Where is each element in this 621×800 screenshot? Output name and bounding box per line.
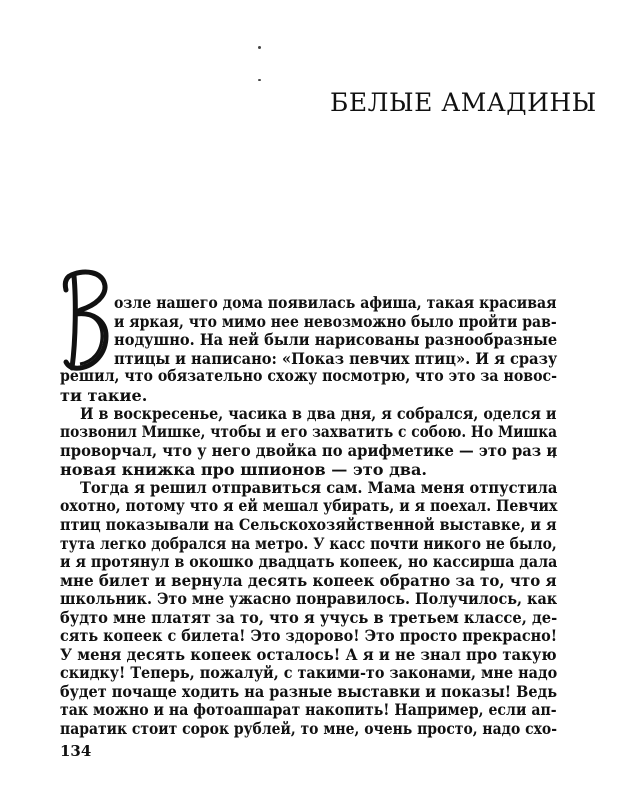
text-line: новая книжка про шпионов — это два. (60, 460, 428, 479)
text-line: ти такие. (60, 386, 148, 405)
page-number: 134 (60, 742, 92, 760)
text-line: Тогда я решил отправиться сам. Мама меня отпустила (80, 478, 558, 497)
text-line: решил, что обязательно схожу посмотрю, что это за новос- (60, 367, 557, 385)
text-line: позвонил Мишке, чтобы и его захватить с собою. Но Мишка (60, 423, 558, 441)
chapter-title: БЕЛЫЕ АМАДИНЫ (330, 88, 597, 117)
text-line: скидку! Теперь, пожалуй, с такими-то законами, мне надо (60, 663, 558, 682)
text-line: так можно и на фотоаппарат накопить! Например, если ап- (60, 700, 557, 719)
print-speck (258, 79, 261, 81)
text-line: и я протянул в окошко двадцать копеек, но кассирша дала (60, 552, 558, 571)
text-line: тута легко добрался на метро. У касс почти никого не было, (60, 534, 557, 553)
text-line: и яркая, что мимо нее невозможно было пройти рав- (114, 312, 557, 331)
text-line: школьник. Это мне ужасно понравилось. Получилось, как (60, 589, 558, 608)
text-line: нодушно. На ней были нарисованы разнообразные (114, 330, 558, 349)
text-line: паратик стоит сорок рублей, то мне, очень просто, надо схо- (60, 719, 557, 738)
text-line: проворчал, что у него двойка по арифметике — это раз и (60, 441, 558, 460)
print-speck (258, 46, 261, 49)
drop-cap-letter (60, 268, 112, 376)
text-line: И в воскресенье, часика в два дня, я собрался, оделся и (80, 404, 557, 423)
text-line: мне билет и вернула десять копеек обратно за то, что я (60, 571, 557, 590)
text-line: озле нашего дома появилась афиша, такая красивая (114, 293, 557, 312)
text-line: будет почаще ходить на разные выставки и показы! Ведь (60, 682, 558, 701)
text-line: птиц показывали на Сельскохозяйственной выставке, и я (60, 515, 557, 534)
text-line: сять копеек с билета! Это здорово! Это просто прекрасно! (60, 626, 558, 645)
text-line: птицы и написано: «Показ певчих птиц». И я сразу (114, 349, 558, 368)
text-line: У меня десять копеек осталось! А я и не знал про такую (60, 645, 557, 664)
text-line: охотно, потому что я ей мешал убирать, и я поехал. Певчих (60, 497, 558, 515)
text-line: будто мне платят за то, что я учусь в третьем классе, де- (60, 608, 558, 627)
